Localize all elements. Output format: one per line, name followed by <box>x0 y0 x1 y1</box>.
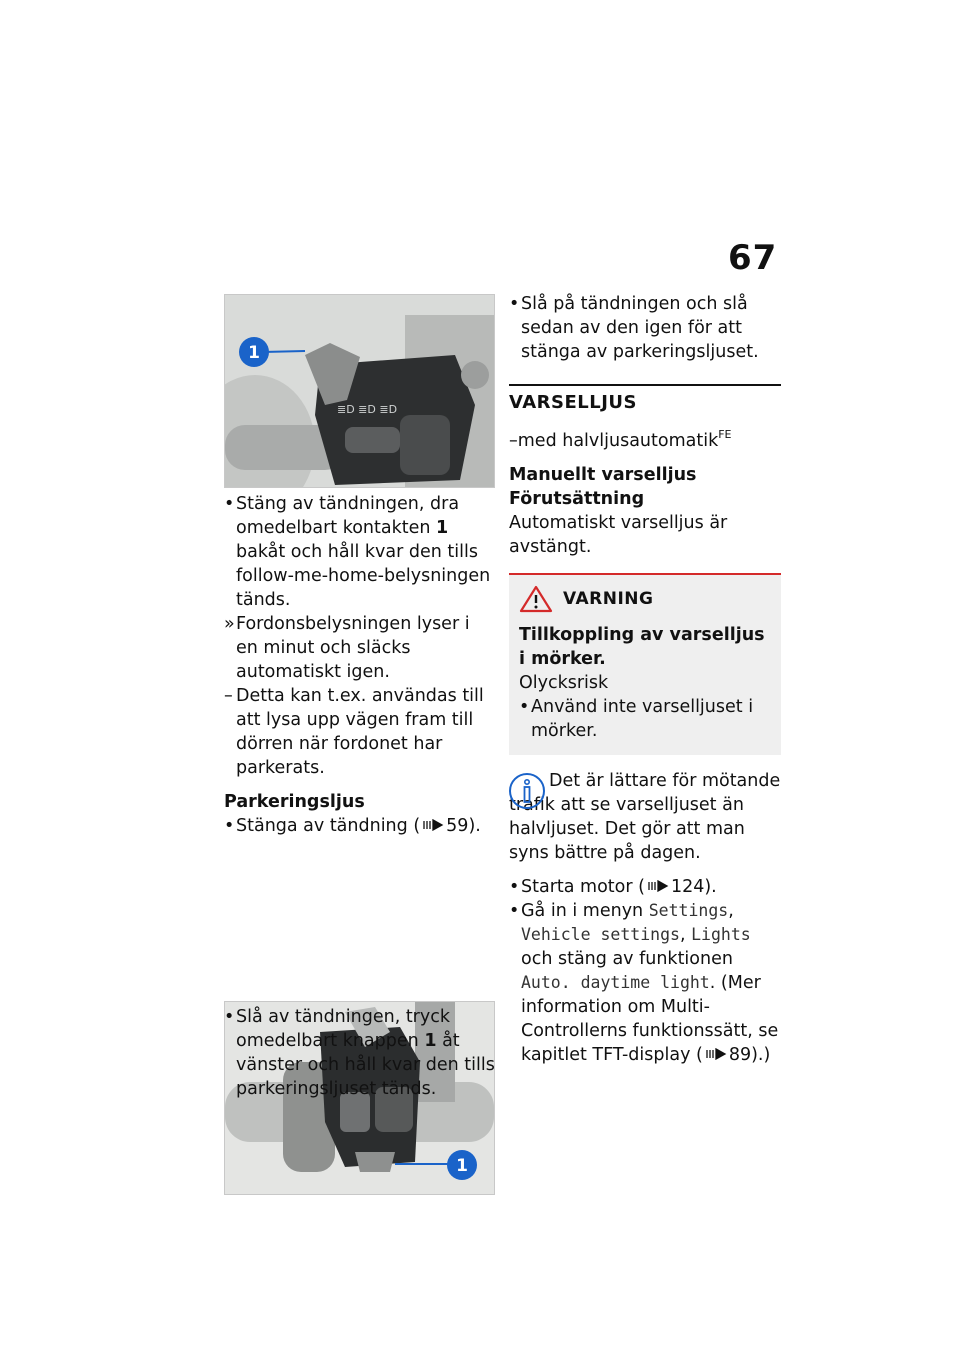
left-column-lower <box>224 1005 496 1101</box>
left-column-upper <box>224 492 496 838</box>
page-number: 67 <box>728 238 778 278</box>
info-icon <box>507 771 547 811</box>
warning-box <box>509 573 781 755</box>
svg-text:≣D ≣D ≣D: ≣D ≣D ≣D <box>337 403 398 416</box>
info-note <box>509 769 781 865</box>
warning-title: Tillkoppling av varselljus i mörker. <box>519 625 765 669</box>
warning-action: • Använd inte varselljuset i mörker. <box>519 695 771 743</box>
warning-risk: Olycksrisk <box>519 673 609 693</box>
page-reference-arrow-icon <box>422 819 444 831</box>
flasher-switch-illustration <box>225 295 494 487</box>
figure-handlebar-flasher <box>224 294 495 488</box>
precondition-text: Automatiskt varselljus är avstängt. <box>509 513 728 557</box>
page-reference-arrow-icon <box>647 880 669 892</box>
manual-heading: Manuellt varselljus <box>509 465 697 485</box>
parking-heading: Parkeringsljus <box>224 792 365 812</box>
step-follow-me-home: • Stäng av tändningen, dra omedelbart kontakten 1 bakåt och håll kvar den tills follow-me-home-belysningen tänds. <box>224 492 496 612</box>
info-text: Det är lättare för mötande trafik att se varselljuset än halvljuset. Det gör att man syns bättre på dagen. <box>509 771 781 863</box>
menu-settings: Settings <box>648 901 729 920</box>
step-parking-light: • Slå av tändningen, tryck omedelbart knappen 1 åt vänster och håll kvar den tills parkeringsljuset tänds. <box>224 1005 496 1101</box>
note-usage: – Detta kan t.ex. användas till att lysa upp vägen fram till dörren när fordonet har parkerats. <box>224 686 484 778</box>
warning-header <box>519 585 771 613</box>
fig1-callout-number: 1 <box>248 343 260 363</box>
right-column <box>509 292 781 1067</box>
warning-label: VARNING <box>563 589 654 609</box>
step-start-engine: • Starta motor ( 124). <box>509 875 781 899</box>
ref-number: 1 <box>424 1031 437 1051</box>
menu-vehicle-settings: Vehicle settings <box>521 925 680 944</box>
step-ignition-off: • Stänga av tändning ( 59). <box>224 814 496 838</box>
step-menu: • Gå in i menyn Settings, Vehicle settings, Lights och stäng av funktionen Auto. daytime light. (Mer information om Multi-Controllerns funktionssätt, se kapitlet TFT-display ( 89).) <box>509 899 781 1067</box>
option-line: –med halvljusautomatik$^{FE}$ <box>509 428 732 451</box>
menu-lights: Lights <box>691 925 751 944</box>
menu-auto-daytime-light: Auto. daytime light <box>521 973 710 992</box>
page-reference-arrow-icon <box>705 1048 727 1060</box>
ref-number: 1 <box>436 518 449 538</box>
section-title: VARSELLJUS <box>509 384 781 415</box>
warning-triangle-icon <box>519 585 553 613</box>
precondition-heading: Förutsättning <box>509 489 645 509</box>
result-lighting: » Fordonsbelysningen lyser i en minut och släcks automatiskt igen. <box>224 614 470 682</box>
step-parking-off: • Slå på tändningen och slå sedan av den igen för att stänga av parkeringsljuset. <box>509 292 781 364</box>
fig2-callout-number: 1 <box>456 1156 468 1176</box>
